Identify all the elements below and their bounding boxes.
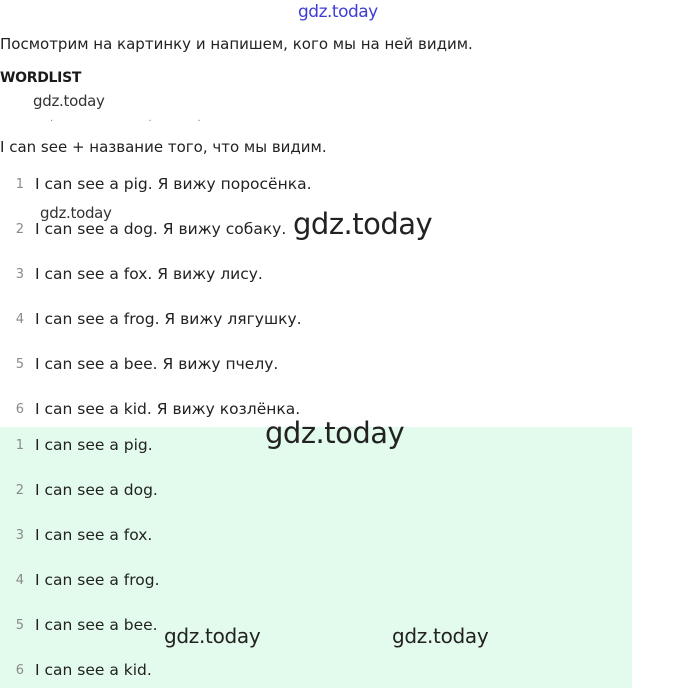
subtitle: I can see + название того, что мы видим. <box>0 138 327 156</box>
list-item <box>0 307 302 331</box>
watermark-medium: gdz.today <box>392 624 489 648</box>
item-number: 1 <box>15 437 24 453</box>
item-number: 5 <box>15 617 24 633</box>
watermark-top: gdz.today <box>298 2 378 22</box>
item-text: I can see a kid. Я вижу козлёнка. <box>35 400 301 418</box>
watermark-large: gdz.today <box>265 416 405 450</box>
item-number: 1 <box>15 176 24 192</box>
item-number: 2 <box>15 482 24 498</box>
item-number: 3 <box>15 527 24 543</box>
item-number: 6 <box>15 662 24 678</box>
item-number: 2 <box>15 221 24 237</box>
watermark-wordlist: gdz.today <box>33 92 105 110</box>
item-text: I can see a frog. <box>35 571 160 589</box>
wordlist-heading: WORDLIST <box>0 70 82 86</box>
item-text: I can see a fox. Я вижу лису. <box>35 265 263 283</box>
item-number: 6 <box>15 401 24 417</box>
watermark-large: gdz.today <box>293 207 433 241</box>
item-text: I can see a fox. <box>35 526 153 544</box>
list-item <box>0 397 300 421</box>
list-item <box>0 262 263 286</box>
item-text: I can see a kid. <box>35 661 152 679</box>
cropped-row-fragment: · ·· <box>50 116 247 127</box>
intro-text: Посмотрим на картинку и напишем, кого мы на ней видим. <box>0 35 473 53</box>
answer-box <box>0 427 632 688</box>
answer-item <box>0 613 158 637</box>
item-text: I can see a bee. <box>35 616 158 634</box>
item-number: 4 <box>15 311 24 327</box>
item-text: I can see a pig. <box>35 436 153 454</box>
item-text: I can see a bee. Я вижу пчелу. <box>35 355 279 373</box>
item-number: 3 <box>15 266 24 282</box>
item-text: I can see a frog. Я вижу лягушку. <box>35 310 302 328</box>
list-item <box>0 172 312 196</box>
answer-item <box>0 523 152 547</box>
item-text: I can see a dog. <box>35 481 158 499</box>
item-number: 4 <box>15 572 24 588</box>
answer-item <box>0 568 160 592</box>
item-text: I can see a pig. Я вижу поросёнка. <box>35 175 312 193</box>
list-item <box>0 352 278 376</box>
watermark-small: gdz.today <box>40 204 112 222</box>
item-number: 5 <box>15 356 24 372</box>
answer-item <box>0 658 152 682</box>
item-text: I can see a dog. Я вижу собаку. <box>35 220 287 238</box>
answer-item <box>0 433 153 457</box>
answer-item <box>0 478 158 502</box>
watermark-medium: gdz.today <box>164 624 261 648</box>
